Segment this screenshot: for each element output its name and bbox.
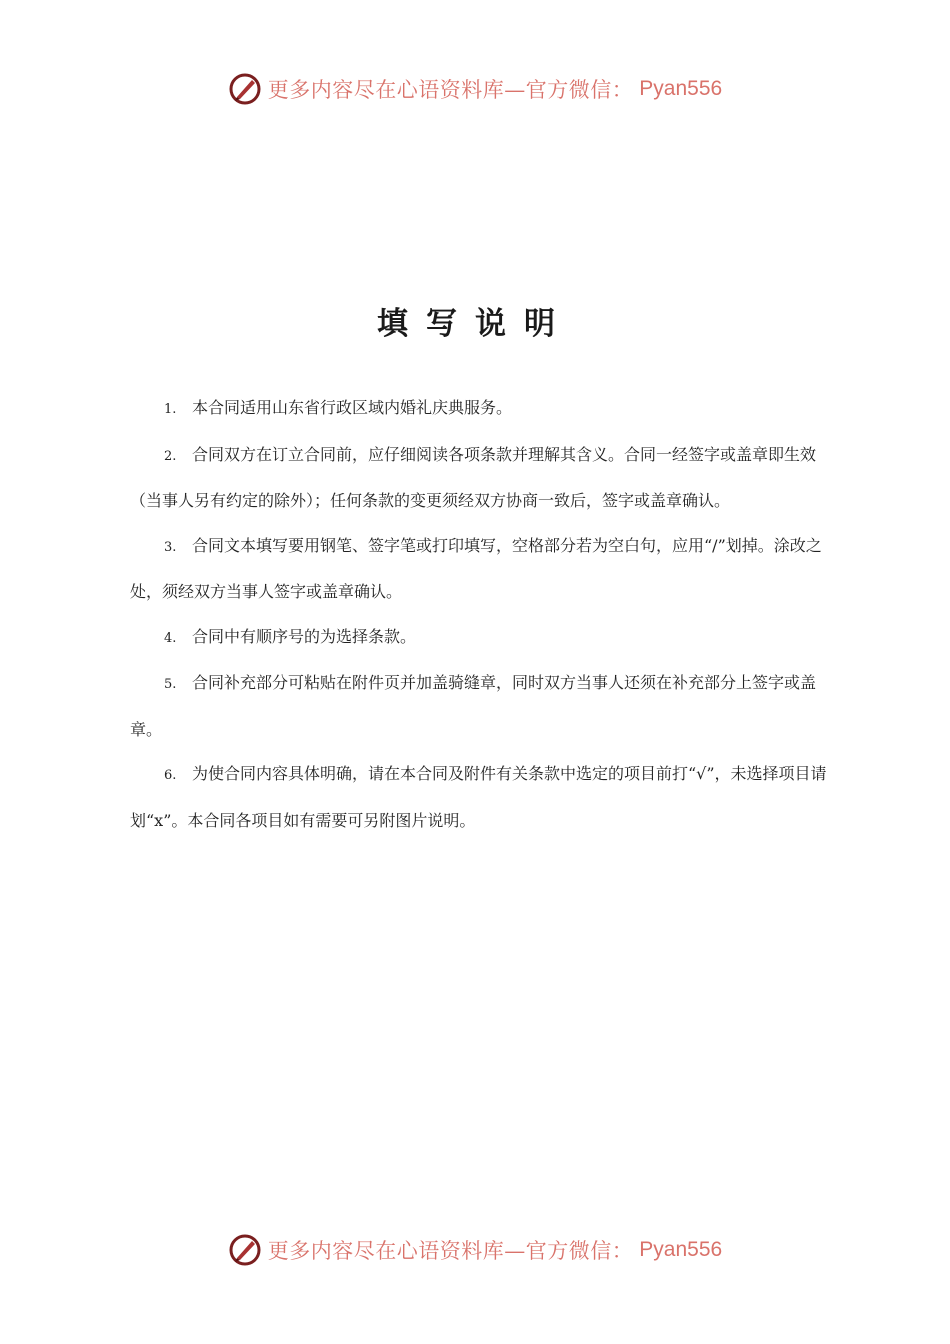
instruction-item: [130, 386, 840, 433]
footer-banner: [0, 1233, 950, 1267]
banner-text: 更多内容尽在心语资料库—官方微信：: [267, 78, 634, 102]
item-number: 3.: [164, 539, 177, 555]
pen-logo-icon: [228, 1233, 262, 1267]
instructions-list: [130, 386, 840, 843]
item-text: 合同双方在订立合同前，应仔细阅读各项条款并理解其含义。合同一经签字或盖章即生效（当事人另有约定的除外）；任何条款的变更须经双方协商一致后，签字或盖章确认。: [130, 444, 817, 510]
banner-text: 更多内容尽在心语资料库—官方微信：: [267, 1239, 634, 1263]
item-text: 为使合同内容具体明确，请在本合同及附件有关条款中选定的项目前打“√”，未选择项目请划“x”。本合同各项目如有需要可另附图片说明。: [130, 764, 827, 830]
banner-wechat-id: Pyan556: [639, 77, 723, 100]
item-number: 1.: [164, 402, 177, 417]
item-number: 6.: [164, 768, 177, 783]
instruction-item: [130, 661, 840, 752]
item-number: 4.: [164, 630, 177, 646]
instruction-item: [130, 524, 840, 615]
item-text: 合同文本填写要用钢笔、签字笔或打印填写，空格部分若为空白句，应用“/”划掉。涂改之处，须经双方当事人签字或盖章确认。: [130, 535, 822, 601]
item-number: 5.: [164, 677, 177, 692]
banner-wechat-id: Pyan556: [639, 1238, 723, 1261]
instruction-item: [130, 752, 840, 843]
item-text: 本合同适用山东省行政区域内婚礼庆典服务。: [192, 398, 513, 417]
instruction-item: [130, 615, 840, 662]
page-title: 填写说明: [377, 306, 573, 342]
item-text: 合同补充部分可粘贴在附件页并加盖骑缝章，同时双方当事人还须在补充部分上签字或盖章。: [130, 673, 817, 739]
instruction-item: [130, 433, 840, 524]
header-banner: [0, 72, 950, 106]
pen-logo-icon: [228, 72, 262, 106]
item-text: 合同中有顺序号的为选择条款。: [192, 626, 417, 646]
item-number: 2.: [164, 448, 177, 464]
